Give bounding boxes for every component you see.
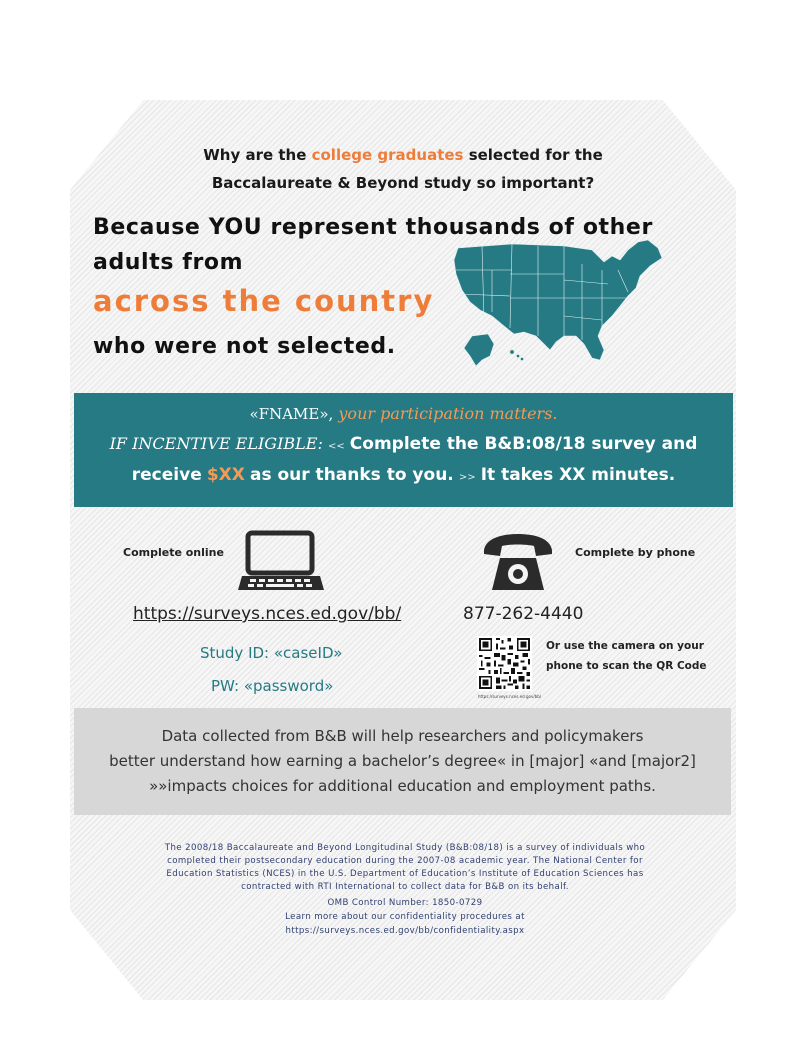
phone-number[interactable]: 877-262-4440 bbox=[463, 604, 584, 624]
password: PW: «password» bbox=[211, 677, 334, 695]
open-marks: << bbox=[327, 441, 345, 452]
qr-instruction-line-1: Or use the camera on your bbox=[546, 640, 704, 652]
qr-caption: https://surveys.nces.ed.gov/bb/ bbox=[478, 694, 542, 699]
footer-learn-more: Learn more about our confidentiality procedures at bbox=[285, 912, 525, 922]
footer-line-4: contracted with RTI International to collect data for B&B on its behalf. bbox=[241, 882, 569, 892]
close-marks: >> bbox=[458, 472, 476, 483]
receive-text: receive bbox=[131, 465, 202, 485]
fname-field: «FNAME», bbox=[249, 405, 334, 423]
info-line-3: »»impacts choices for additional education and employment paths. bbox=[149, 777, 656, 795]
footer-line-2: completed their postsecondary education during the 2007-08 academic year. The National Center for bbox=[167, 856, 643, 866]
laptop-icon bbox=[236, 530, 326, 592]
footer-line-1: The 2008/18 Baccalaureate and Beyond Longitudinal Study (B&B:08/18) is a survey of individuals who bbox=[164, 843, 646, 853]
survey-url-link[interactable]: https://surveys.nces.ed.gov/bb/ bbox=[133, 604, 402, 624]
incentive-label: IF INCENTIVE ELIGIBLE: bbox=[109, 434, 323, 453]
time-text: It takes XX minutes. bbox=[480, 465, 676, 485]
banner-line-2 bbox=[74, 434, 733, 454]
headline-emphasis: across the country bbox=[93, 284, 435, 318]
qr-code[interactable] bbox=[477, 636, 532, 691]
question-line-2: Baccalaureate & Beyond study so important? bbox=[211, 174, 595, 192]
complete-by-phone-label: Complete by phone bbox=[575, 546, 696, 559]
complete-online-label: Complete online bbox=[123, 546, 224, 559]
thanks-text: as our thanks to you. bbox=[249, 465, 454, 485]
banner-line-3 bbox=[74, 465, 733, 485]
complete-survey-text: Complete the B&B:08/18 survey and bbox=[349, 434, 698, 454]
headline-line-1: Because YOU represent thousands of other bbox=[93, 215, 653, 240]
qr-instruction-line-2: phone to scan the QR Code bbox=[546, 660, 707, 672]
banner-line-1 bbox=[74, 404, 733, 423]
question-text: Why are the bbox=[203, 146, 312, 164]
footer-line-3: Education Statistics (NCES) in the U.S. Department of Education’s Institute of Education Sciences has bbox=[166, 869, 644, 879]
footer-link-row bbox=[120, 926, 690, 936]
telephone-icon bbox=[482, 532, 554, 592]
confidentiality-link[interactable]: https://surveys.nces.ed.gov/bb/confidentiality.aspx bbox=[285, 926, 525, 936]
question-text-end: selected for the bbox=[463, 146, 603, 164]
study-id: Study ID: «caseID» bbox=[200, 644, 343, 662]
participation-text: your participation matters. bbox=[338, 404, 558, 423]
headline-line-4: who were not selected. bbox=[93, 334, 396, 359]
omb-control-number: OMB Control Number: 1850-0729 bbox=[327, 898, 483, 908]
us-map-icon bbox=[452, 240, 666, 368]
info-line-1: Data collected from B&B will help researchers and policymakers bbox=[161, 727, 644, 745]
info-line-2: better understand how earning a bachelor’s degree« in [major] «and [major2] bbox=[109, 752, 696, 770]
question-line-1 bbox=[70, 146, 736, 164]
headline-line-2: adults from bbox=[93, 250, 244, 275]
incentive-amount: $XX bbox=[206, 465, 245, 485]
question-highlight: college graduates bbox=[311, 146, 464, 164]
